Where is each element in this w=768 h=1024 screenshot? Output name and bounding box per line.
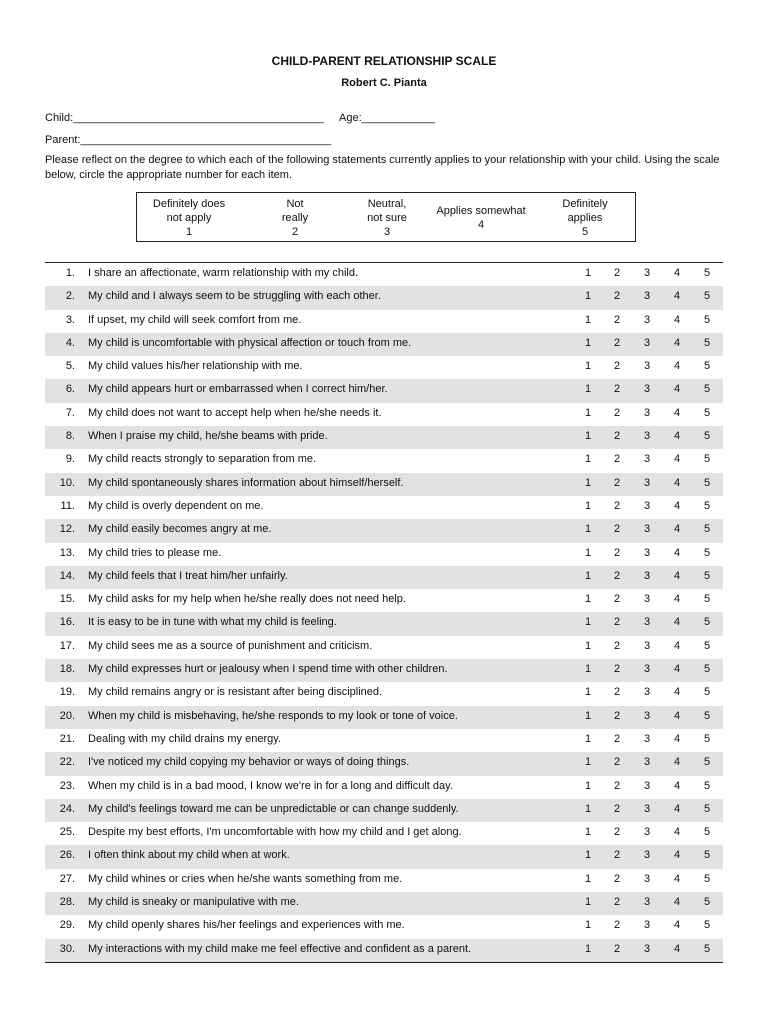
scale-label-line1: Not xyxy=(286,198,304,210)
rating-option-4[interactable]: 4 xyxy=(673,849,681,862)
rating-option-4[interactable]: 4 xyxy=(673,430,681,443)
table-row xyxy=(45,612,723,635)
rating-option-3[interactable]: 3 xyxy=(643,896,651,909)
item-number: 17. xyxy=(59,639,75,652)
rating-option-3[interactable]: 3 xyxy=(643,616,651,629)
rating-option-3[interactable]: 3 xyxy=(643,826,651,839)
rating-option-1[interactable]: 1 xyxy=(584,942,592,955)
scale-value: 5 xyxy=(581,226,589,238)
item-statement: When I praise my child, he/she beams with pride. xyxy=(88,430,328,443)
item-number: 10. xyxy=(59,476,75,489)
rating-option-2[interactable]: 2 xyxy=(613,430,621,443)
item-number: 12. xyxy=(59,523,75,536)
item-statement: I've noticed my child copying my behavior or ways of doing things. xyxy=(88,756,410,769)
item-number: 7. xyxy=(65,406,75,419)
table-row xyxy=(45,752,723,775)
rating-option-2[interactable]: 2 xyxy=(613,546,621,559)
item-number: 4. xyxy=(65,336,75,349)
rating-option-4[interactable]: 4 xyxy=(673,709,681,722)
rating-option-1[interactable]: 1 xyxy=(584,267,592,279)
item-statement: My child remains angry or is resistant after being disciplined. xyxy=(88,686,383,699)
rating-option-1[interactable]: 1 xyxy=(584,663,592,676)
rating-option-5[interactable]: 5 xyxy=(703,756,711,769)
rating-option-4[interactable]: 4 xyxy=(673,569,681,582)
table-row xyxy=(45,892,723,915)
rating-option-2[interactable]: 2 xyxy=(613,499,621,512)
rating-option-2[interactable]: 2 xyxy=(613,826,621,839)
rating-option-2[interactable]: 2 xyxy=(613,453,621,466)
rating-option-2[interactable]: 2 xyxy=(613,802,621,815)
rating-option-5[interactable]: 5 xyxy=(703,663,711,676)
rating-option-3[interactable]: 3 xyxy=(643,336,651,349)
item-number: 16. xyxy=(59,616,75,629)
rating-option-2[interactable]: 2 xyxy=(613,849,621,862)
rating-option-1[interactable]: 1 xyxy=(584,523,592,536)
rating-option-3[interactable]: 3 xyxy=(643,663,651,676)
rating-option-3[interactable]: 3 xyxy=(643,569,651,582)
rating-option-1[interactable]: 1 xyxy=(584,336,592,349)
scale-label-line2: really xyxy=(281,212,309,224)
rating-option-4[interactable]: 4 xyxy=(673,406,681,419)
rating-option-4[interactable]: 4 xyxy=(673,942,681,955)
rating-option-2[interactable]: 2 xyxy=(613,942,621,955)
rating-option-4[interactable]: 4 xyxy=(673,896,681,909)
item-number: 19. xyxy=(59,686,75,699)
item-statement: I often think about my child when at work. xyxy=(88,849,290,862)
item-number: 5. xyxy=(65,360,75,373)
item-statement: My child is uncomfortable with physical affection or touch from me. xyxy=(88,336,412,349)
table-row xyxy=(45,519,723,542)
rating-option-2[interactable]: 2 xyxy=(613,313,621,326)
rating-option-3[interactable]: 3 xyxy=(643,756,651,769)
rating-option-4[interactable]: 4 xyxy=(673,732,681,745)
rating-option-5[interactable]: 5 xyxy=(703,593,711,606)
table-row xyxy=(45,543,723,566)
scale-value: 4 xyxy=(477,219,485,231)
page-title: CHILD-PARENT RELATIONSHIP SCALE xyxy=(271,54,497,68)
rating-option-1[interactable]: 1 xyxy=(584,569,592,582)
item-number: 2. xyxy=(65,290,75,303)
rating-option-2[interactable]: 2 xyxy=(613,523,621,536)
table-row xyxy=(45,799,723,822)
rating-option-3[interactable]: 3 xyxy=(643,639,651,652)
rating-option-2[interactable]: 2 xyxy=(613,663,621,676)
rating-option-1[interactable]: 1 xyxy=(584,919,592,932)
rating-option-4[interactable]: 4 xyxy=(673,779,681,792)
item-number: 20. xyxy=(59,709,75,722)
rating-option-2[interactable]: 2 xyxy=(613,406,621,419)
item-statement: My child is sneaky or manipulative with me. xyxy=(88,896,299,909)
rating-option-2[interactable]: 2 xyxy=(613,360,621,373)
parent-field[interactable]: Parent:_________________________________________ xyxy=(45,134,332,146)
rating-option-5[interactable]: 5 xyxy=(703,453,711,466)
rating-option-4[interactable]: 4 xyxy=(673,336,681,349)
rating-option-2[interactable]: 2 xyxy=(613,336,621,349)
rating-option-3[interactable]: 3 xyxy=(643,406,651,419)
rating-option-1[interactable]: 1 xyxy=(584,290,592,303)
rating-option-4[interactable]: 4 xyxy=(673,523,681,536)
rating-option-3[interactable]: 3 xyxy=(643,267,651,279)
rating-option-5[interactable]: 5 xyxy=(703,942,711,955)
scale-option-3 xyxy=(347,193,427,243)
table-row xyxy=(45,659,723,682)
rating-option-4[interactable]: 4 xyxy=(673,546,681,559)
item-number: 24. xyxy=(59,802,75,815)
rating-option-1[interactable]: 1 xyxy=(584,872,592,885)
item-statement: My child sees me as a source of punishment and criticism. xyxy=(88,639,373,652)
rating-option-4[interactable]: 4 xyxy=(673,826,681,839)
rating-option-3[interactable]: 3 xyxy=(643,849,651,862)
table-row xyxy=(45,403,723,426)
rating-option-3[interactable]: 3 xyxy=(643,499,651,512)
rating-option-4[interactable]: 4 xyxy=(673,360,681,373)
table-row xyxy=(45,379,723,402)
rating-option-1[interactable]: 1 xyxy=(584,686,592,699)
rating-option-5[interactable]: 5 xyxy=(703,896,711,909)
rating-option-1[interactable]: 1 xyxy=(584,383,592,396)
item-number: 27. xyxy=(59,872,75,885)
scale-label-line1: Definitely xyxy=(562,198,608,210)
table-row xyxy=(45,356,723,379)
table-row xyxy=(45,449,723,472)
rating-option-1[interactable]: 1 xyxy=(584,499,592,512)
item-number: 28. xyxy=(59,896,75,909)
rating-option-1[interactable]: 1 xyxy=(584,639,592,652)
item-statement: My child reacts strongly to separation from me. xyxy=(88,453,317,466)
rating-option-2[interactable]: 2 xyxy=(613,267,621,279)
table-row xyxy=(45,682,723,705)
rating-option-3[interactable]: 3 xyxy=(643,476,651,489)
table-row xyxy=(45,776,723,799)
scale-value: 3 xyxy=(383,226,391,238)
item-statement: My child feels that I treat him/her unfairly. xyxy=(88,569,288,582)
item-number: 6. xyxy=(65,383,75,396)
scale-label-line1: Applies somewhat xyxy=(436,205,526,217)
item-statement: My interactions with my child make me feel effective and confident as a parent. xyxy=(88,942,472,955)
scale-option-5 xyxy=(545,193,625,243)
item-statement: My child is overly dependent on me. xyxy=(88,499,264,512)
item-number: 26. xyxy=(59,849,75,862)
rating-option-5[interactable]: 5 xyxy=(703,546,711,559)
rating-option-1[interactable]: 1 xyxy=(584,406,592,419)
rating-option-1[interactable]: 1 xyxy=(584,802,592,815)
rating-option-2[interactable]: 2 xyxy=(613,709,621,722)
rating-option-4[interactable]: 4 xyxy=(673,663,681,676)
rating-option-4[interactable]: 4 xyxy=(673,616,681,629)
rating-option-5[interactable]: 5 xyxy=(703,639,711,652)
item-statement: My child easily becomes angry at me. xyxy=(88,523,272,536)
rating-option-3[interactable]: 3 xyxy=(643,383,651,396)
rating-option-4[interactable]: 4 xyxy=(673,919,681,932)
rating-option-5[interactable]: 5 xyxy=(703,523,711,536)
items-table xyxy=(45,262,723,963)
rating-option-4[interactable]: 4 xyxy=(673,499,681,512)
scale-option-1 xyxy=(139,193,239,243)
rating-option-3[interactable]: 3 xyxy=(643,290,651,303)
rating-option-1[interactable]: 1 xyxy=(584,826,592,839)
rating-option-4[interactable]: 4 xyxy=(673,476,681,489)
rating-option-3[interactable]: 3 xyxy=(643,779,651,792)
rating-option-2[interactable]: 2 xyxy=(613,732,621,745)
table-row xyxy=(45,263,723,286)
rating-option-5[interactable]: 5 xyxy=(703,826,711,839)
item-statement: My child and I always seem to be struggling with each other. xyxy=(88,290,381,303)
scale-label-line2: applies xyxy=(567,212,603,224)
item-statement: My child's feelings toward me can be unpredictable or can change suddenly. xyxy=(88,802,459,815)
table-row xyxy=(45,589,723,612)
scale-label-line1: Definitely does xyxy=(152,198,226,210)
age-field[interactable]: Age:____________ xyxy=(339,112,436,124)
scale-label-line1: Neutral, xyxy=(367,198,407,210)
item-number: 9. xyxy=(65,453,75,466)
scale-value: 2 xyxy=(291,226,299,238)
rating-option-3[interactable]: 3 xyxy=(643,802,651,815)
rating-option-2[interactable]: 2 xyxy=(613,919,621,932)
rating-option-5[interactable]: 5 xyxy=(703,616,711,629)
rating-option-5[interactable]: 5 xyxy=(703,686,711,699)
item-number: 11. xyxy=(60,499,75,512)
rating-option-5[interactable]: 5 xyxy=(703,383,711,396)
table-row xyxy=(45,566,723,589)
table-row xyxy=(45,496,723,519)
item-statement: My child expresses hurt or jealousy when I spend time with other children. xyxy=(88,663,448,676)
rating-option-3[interactable]: 3 xyxy=(643,942,651,955)
rating-option-4[interactable]: 4 xyxy=(673,639,681,652)
item-statement: I share an affectionate, warm relationship with my child. xyxy=(88,267,359,279)
rating-option-2[interactable]: 2 xyxy=(613,569,621,582)
rating-option-5[interactable]: 5 xyxy=(703,406,711,419)
item-number: 29. xyxy=(59,919,75,932)
scale-value: 1 xyxy=(185,226,193,238)
table-row xyxy=(45,869,723,892)
item-number: 23. xyxy=(59,779,75,792)
item-number: 1. xyxy=(65,267,75,279)
item-statement: My child openly shares his/her feelings and experiences with me. xyxy=(88,919,405,932)
table-row xyxy=(45,706,723,729)
scale-label-line2: not apply xyxy=(166,212,212,224)
rating-option-2[interactable]: 2 xyxy=(613,779,621,792)
rating-option-4[interactable]: 4 xyxy=(673,313,681,326)
rating-option-5[interactable]: 5 xyxy=(703,499,711,512)
item-number: 22. xyxy=(59,756,75,769)
rating-option-5[interactable]: 5 xyxy=(703,872,711,885)
rating-option-2[interactable]: 2 xyxy=(613,896,621,909)
item-statement: My child whines or cries when he/she wants something from me. xyxy=(88,872,403,885)
rating-option-5[interactable]: 5 xyxy=(703,709,711,722)
author-name: Robert C. Pianta xyxy=(341,77,427,89)
item-statement: Despite my best efforts, I'm uncomfortable with how my child and I get along. xyxy=(88,826,462,839)
rating-option-4[interactable]: 4 xyxy=(673,383,681,396)
rating-option-1[interactable]: 1 xyxy=(584,732,592,745)
item-number: 25. xyxy=(59,826,75,839)
item-number: 30. xyxy=(59,942,75,955)
rating-option-2[interactable]: 2 xyxy=(613,290,621,303)
rating-option-3[interactable]: 3 xyxy=(643,872,651,885)
rating-option-3[interactable]: 3 xyxy=(643,313,651,326)
rating-option-1[interactable]: 1 xyxy=(584,849,592,862)
rating-option-2[interactable]: 2 xyxy=(613,639,621,652)
item-statement: If upset, my child will seek comfort from me. xyxy=(88,313,302,326)
rating-option-2[interactable]: 2 xyxy=(613,616,621,629)
table-row xyxy=(45,286,723,309)
rating-option-4[interactable]: 4 xyxy=(673,290,681,303)
rating-option-5[interactable]: 5 xyxy=(703,313,711,326)
item-statement: Dealing with my child drains my energy. xyxy=(88,732,281,745)
rating-option-1[interactable]: 1 xyxy=(584,779,592,792)
rating-option-1[interactable]: 1 xyxy=(584,896,592,909)
item-statement: When my child is misbehaving, he/she responds to my look or tone of voice. xyxy=(88,709,458,722)
item-statement: My child values his/her relationship with me. xyxy=(88,360,303,373)
item-statement: It is easy to be in tune with what my child is feeling. xyxy=(88,616,337,629)
rating-option-4[interactable]: 4 xyxy=(673,756,681,769)
rating-option-2[interactable]: 2 xyxy=(613,686,621,699)
item-statement: My child asks for my help when he/she really does not need help. xyxy=(88,593,406,606)
rating-option-3[interactable]: 3 xyxy=(643,430,651,443)
rating-option-4[interactable]: 4 xyxy=(673,593,681,606)
table-row xyxy=(45,822,723,845)
instructions: Please reflect on the degree to which each of the following statements currently applies to your relationship with your child. Using the scale below, circle the appropriate number for each item. xyxy=(45,154,720,181)
rating-option-2[interactable]: 2 xyxy=(613,872,621,885)
table-row xyxy=(45,845,723,868)
item-number: 21. xyxy=(59,732,75,745)
rating-option-1[interactable]: 1 xyxy=(584,616,592,629)
rating-option-3[interactable]: 3 xyxy=(643,453,651,466)
item-number: 3. xyxy=(65,313,75,326)
rating-option-2[interactable]: 2 xyxy=(613,476,621,489)
rating-option-5[interactable]: 5 xyxy=(703,919,711,932)
rating-option-5[interactable]: 5 xyxy=(703,290,711,303)
rating-option-3[interactable]: 3 xyxy=(643,523,651,536)
rating-option-1[interactable]: 1 xyxy=(584,453,592,466)
rating-option-4[interactable]: 4 xyxy=(673,686,681,699)
rating-option-3[interactable]: 3 xyxy=(643,709,651,722)
item-statement: My child tries to please me. xyxy=(88,546,222,559)
rating-option-5[interactable]: 5 xyxy=(703,802,711,815)
table-row xyxy=(45,333,723,356)
scale-option-2 xyxy=(255,193,335,243)
item-number: 14. xyxy=(59,569,75,582)
child-field[interactable]: Child:_________________________________________ xyxy=(45,112,324,124)
rating-option-5[interactable]: 5 xyxy=(703,336,711,349)
item-statement: When my child is in a bad mood, I know we're in for a long and difficult day. xyxy=(88,779,453,792)
item-statement: My child spontaneously shares information about himself/herself. xyxy=(88,476,404,489)
rating-option-1[interactable]: 1 xyxy=(584,476,592,489)
item-statement: My child appears hurt or embarrassed when I correct him/her. xyxy=(88,383,388,396)
rating-option-4[interactable]: 4 xyxy=(673,802,681,815)
item-number: 8. xyxy=(65,430,75,443)
rating-option-4[interactable]: 4 xyxy=(673,267,681,279)
table-row xyxy=(45,426,723,449)
rating-option-3[interactable]: 3 xyxy=(643,732,651,745)
rating-option-3[interactable]: 3 xyxy=(643,919,651,932)
rating-option-1[interactable]: 1 xyxy=(584,546,592,559)
rating-option-5[interactable]: 5 xyxy=(703,476,711,489)
rating-option-1[interactable]: 1 xyxy=(584,360,592,373)
item-statement: My child does not want to accept help when he/she needs it. xyxy=(88,406,382,419)
rating-option-4[interactable]: 4 xyxy=(673,453,681,466)
scale-label-line2: not sure xyxy=(367,212,407,224)
table-row xyxy=(45,915,723,938)
table-row xyxy=(45,636,723,659)
table-row xyxy=(45,939,723,962)
rating-option-3[interactable]: 3 xyxy=(643,360,651,373)
rating-option-3[interactable]: 3 xyxy=(643,546,651,559)
rating-option-1[interactable]: 1 xyxy=(584,709,592,722)
rating-option-5[interactable]: 5 xyxy=(703,569,711,582)
rating-option-3[interactable]: 3 xyxy=(643,686,651,699)
item-number: 18. xyxy=(59,663,75,676)
rating-option-2[interactable]: 2 xyxy=(613,756,621,769)
rating-option-4[interactable]: 4 xyxy=(673,872,681,885)
rating-option-3[interactable]: 3 xyxy=(643,593,651,606)
item-number: 13. xyxy=(59,546,75,559)
table-row xyxy=(45,473,723,496)
item-number: 15. xyxy=(59,593,75,606)
rating-option-5[interactable]: 5 xyxy=(703,732,711,745)
rating-option-1[interactable]: 1 xyxy=(584,313,592,326)
rating-option-1[interactable]: 1 xyxy=(584,430,592,443)
rating-option-5[interactable]: 5 xyxy=(703,267,711,279)
table-row xyxy=(45,310,723,333)
rating-option-1[interactable]: 1 xyxy=(584,756,592,769)
rating-option-5[interactable]: 5 xyxy=(703,430,711,443)
rating-option-5[interactable]: 5 xyxy=(703,779,711,792)
rating-option-2[interactable]: 2 xyxy=(613,593,621,606)
rating-option-5[interactable]: 5 xyxy=(703,360,711,373)
rating-option-2[interactable]: 2 xyxy=(613,383,621,396)
rating-option-5[interactable]: 5 xyxy=(703,849,711,862)
scale-legend xyxy=(136,192,636,242)
scale-option-4 xyxy=(427,193,535,243)
rating-option-1[interactable]: 1 xyxy=(584,593,592,606)
table-row xyxy=(45,729,723,752)
